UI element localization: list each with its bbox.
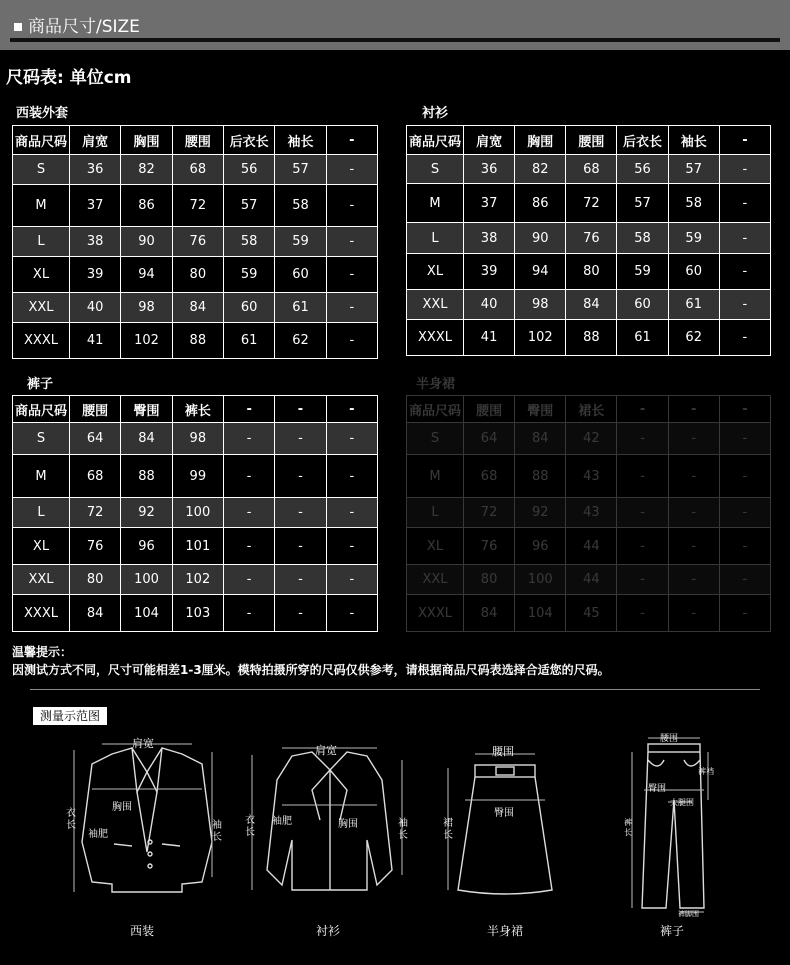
shirt-label-sleeve-width: 袖肥	[272, 816, 292, 827]
skirt-diagram	[440, 740, 565, 900]
pants-label-hem: 裤脚围	[678, 910, 699, 918]
table-cell: XXL	[407, 565, 464, 595]
table-row	[13, 293, 378, 323]
table-cell: 88	[566, 320, 617, 356]
table-cell: -	[326, 293, 377, 323]
table-cell: 80	[172, 257, 223, 293]
size-table-suit	[12, 125, 378, 359]
table-cell: -	[668, 565, 719, 595]
table-cell: -	[719, 155, 770, 184]
table-cell: 43	[566, 498, 617, 528]
table-title-shirt: 衬衫	[422, 106, 449, 121]
table-cell: -	[223, 455, 274, 498]
table-cell: -	[223, 528, 274, 565]
table-cell: 42	[566, 423, 617, 455]
table-cell: XXL	[13, 293, 70, 323]
table-cell: 60	[223, 293, 274, 323]
table-cell: 36	[70, 155, 121, 185]
header-bar	[0, 0, 790, 50]
table-cell: M	[407, 455, 464, 498]
table-cell: 76	[464, 528, 515, 565]
table-cell: 44	[566, 528, 617, 565]
pants-diagram	[620, 730, 730, 915]
table-cell: 90	[515, 223, 566, 254]
table-header-cell: 商品尺码	[13, 396, 70, 423]
table-cell: 102	[515, 320, 566, 356]
table-header-cell: 腰围	[172, 126, 223, 155]
table-cell: XL	[407, 528, 464, 565]
table-cell: S	[407, 423, 464, 455]
divider	[30, 689, 760, 690]
table-cell: -	[326, 565, 377, 595]
table-cell: XXXL	[13, 595, 70, 632]
pants-label-waist: 腰围	[660, 734, 679, 744]
suit-label-shoulder: 肩宽	[132, 737, 154, 750]
table-cell: 94	[515, 254, 566, 290]
table-cell: -	[326, 227, 377, 257]
table-cell: 72	[70, 498, 121, 528]
shirt-label-sleeve: 袖长	[398, 818, 408, 841]
table-row	[407, 320, 771, 356]
table-cell: -	[223, 565, 274, 595]
table-cell: 76	[70, 528, 121, 565]
table-header-cell: 胸围	[515, 126, 566, 155]
table-row	[13, 423, 378, 455]
table-title-suit: 西装外套	[16, 106, 69, 121]
table-cell: XXL	[407, 290, 464, 320]
table-cell: 102	[121, 323, 172, 359]
table-cell: 100	[515, 565, 566, 595]
table-cell: 98	[515, 290, 566, 320]
table-cell: S	[13, 155, 70, 185]
table-row	[13, 323, 378, 359]
table-cell: 98	[121, 293, 172, 323]
table-cell: -	[617, 528, 668, 565]
table-row	[13, 257, 378, 293]
table-cell: 60	[275, 257, 326, 293]
suit-label-sleeve-width: 袖肥	[88, 829, 108, 840]
table-cell: 100	[121, 565, 172, 595]
table-cell: -	[275, 423, 326, 455]
tips-title: 温馨提示：	[12, 645, 73, 659]
table-cell: -	[275, 498, 326, 528]
pants-label-thigh: 大腿围	[670, 798, 694, 807]
table-cell: -	[719, 565, 770, 595]
table-cell: 36	[464, 155, 515, 184]
table-cell: 59	[223, 257, 274, 293]
table-header-cell: -	[617, 396, 668, 423]
table-cell: XXL	[13, 565, 70, 595]
shirt-diagram	[242, 740, 417, 902]
table-header-cell: -	[275, 396, 326, 423]
table-header-cell: 腰围	[70, 396, 121, 423]
table-cell: 80	[464, 565, 515, 595]
table-cell: -	[275, 595, 326, 632]
table-cell: 59	[275, 227, 326, 257]
table-cell: -	[617, 498, 668, 528]
table-header-cell: 臀围	[515, 396, 566, 423]
table-cell: XXXL	[407, 320, 464, 356]
table-cell: -	[326, 498, 377, 528]
table-cell: 61	[617, 320, 668, 356]
table-header-cell: 后衣长	[223, 126, 274, 155]
table-row	[13, 155, 378, 185]
table-cell: XL	[13, 257, 70, 293]
size-table-pants	[12, 395, 378, 632]
table-cell: XL	[13, 528, 70, 565]
table-cell: 72	[464, 498, 515, 528]
table-cell: 39	[70, 257, 121, 293]
table-cell: 84	[121, 423, 172, 455]
table-header-cell: 商品尺码	[407, 126, 464, 155]
table-cell: 58	[223, 227, 274, 257]
table-header-cell: -	[326, 396, 377, 423]
skirt-label-length: 裙长	[443, 818, 453, 841]
table-cell: 104	[121, 595, 172, 632]
table-cell: S	[13, 423, 70, 455]
table-row	[13, 455, 378, 498]
table-cell: 86	[515, 184, 566, 223]
table-cell: 45	[566, 595, 617, 632]
shirt-label-chest: 胸围	[338, 819, 358, 830]
table-cell: 84	[70, 595, 121, 632]
table-cell: 58	[617, 223, 668, 254]
table-cell: 37	[70, 185, 121, 227]
table-header-cell: 臀围	[121, 396, 172, 423]
table-cell: -	[617, 455, 668, 498]
table-cell: 103	[172, 595, 223, 632]
table-cell: 60	[617, 290, 668, 320]
table-row	[13, 227, 378, 257]
table-cell: 98	[172, 423, 223, 455]
table-header-cell: -	[668, 396, 719, 423]
table-header-cell: 肩宽	[464, 126, 515, 155]
suit-label-length: 衣长	[66, 808, 76, 831]
table-cell: 104	[515, 595, 566, 632]
table-title-skirt: 半身裙	[416, 377, 456, 392]
table-cell: 72	[566, 184, 617, 223]
table-cell: 40	[70, 293, 121, 323]
table-cell: -	[719, 528, 770, 565]
table-header-cell: -	[326, 126, 377, 155]
table-cell: 58	[275, 185, 326, 227]
table-header-cell: 裙长	[566, 396, 617, 423]
table-row	[13, 565, 378, 595]
table-cell: 90	[121, 227, 172, 257]
table-header-cell: -	[719, 396, 770, 423]
table-cell: 64	[464, 423, 515, 455]
table-header-cell: 腰围	[464, 396, 515, 423]
table-cell: -	[719, 223, 770, 254]
table-cell: 84	[515, 423, 566, 455]
table-cell: L	[13, 498, 70, 528]
table-row	[407, 155, 771, 184]
table-cell: -	[617, 565, 668, 595]
table-cell: -	[326, 323, 377, 359]
table-cell: -	[223, 595, 274, 632]
table-cell: 58	[668, 184, 719, 223]
table-cell: 57	[275, 155, 326, 185]
table-cell: 68	[566, 155, 617, 184]
table-cell: -	[719, 423, 770, 455]
table-cell: XXXL	[407, 595, 464, 632]
table-header-row	[407, 396, 771, 423]
table-cell: 40	[464, 290, 515, 320]
skirt-label-hip: 臀围	[494, 808, 514, 819]
table-row	[407, 423, 771, 455]
table-row	[407, 595, 771, 632]
table-cell: -	[326, 423, 377, 455]
table-cell: XL	[407, 254, 464, 290]
table-cell: 101	[172, 528, 223, 565]
shirt-caption: 衬衫	[316, 924, 341, 938]
table-cell: 68	[464, 455, 515, 498]
skirt-label-waist: 腰围	[492, 745, 514, 758]
table-cell: 82	[515, 155, 566, 184]
table-cell: 41	[464, 320, 515, 356]
table-cell: 56	[223, 155, 274, 185]
table-cell: 99	[172, 455, 223, 498]
suit-caption: 西装	[130, 924, 155, 938]
table-cell: -	[719, 254, 770, 290]
tips	[12, 643, 610, 679]
table-cell: -	[719, 498, 770, 528]
table-cell: 72	[172, 185, 223, 227]
table-cell: 61	[275, 293, 326, 323]
square-icon	[14, 23, 22, 31]
page-title: 尺码表: 单位cm	[6, 68, 132, 88]
table-header-cell: 肩宽	[70, 126, 121, 155]
header-title-text: 商品尺寸/SIZE	[28, 17, 140, 37]
table-cell: 100	[172, 498, 223, 528]
table-cell: -	[668, 423, 719, 455]
table-row	[13, 595, 378, 632]
table-cell: 84	[172, 293, 223, 323]
table-cell: 96	[515, 528, 566, 565]
table-cell: -	[275, 565, 326, 595]
table-row	[13, 528, 378, 565]
table-row	[407, 528, 771, 565]
table-cell: XXXL	[13, 323, 70, 359]
table-cell: 44	[566, 565, 617, 595]
skirt-caption: 半身裙	[487, 924, 524, 938]
table-cell: M	[13, 185, 70, 227]
table-cell: 82	[121, 155, 172, 185]
table-cell: -	[719, 320, 770, 356]
table-row	[407, 184, 771, 223]
table-cell: 61	[223, 323, 274, 359]
table-cell: -	[617, 595, 668, 632]
table-cell: -	[617, 423, 668, 455]
table-cell: -	[326, 257, 377, 293]
table-header-cell: 袖长	[275, 126, 326, 155]
table-header-cell: -	[223, 396, 274, 423]
table-cell: 57	[223, 185, 274, 227]
table-header-row	[13, 396, 378, 423]
table-cell: -	[719, 595, 770, 632]
suit-label-sleeve: 袖长	[212, 820, 222, 843]
table-row	[13, 498, 378, 528]
table-header-row	[13, 126, 378, 155]
measure-title: 测量示范图	[33, 707, 107, 725]
table-cell: L	[407, 223, 464, 254]
table-cell: 84	[464, 595, 515, 632]
table-header-cell: 胸围	[121, 126, 172, 155]
table-cell: -	[668, 528, 719, 565]
table-cell: 84	[566, 290, 617, 320]
table-cell: 37	[464, 184, 515, 223]
table-row	[13, 185, 378, 227]
table-cell: 68	[172, 155, 223, 185]
table-header-cell: 袖长	[668, 126, 719, 155]
table-cell: -	[223, 498, 274, 528]
pants-label-rise: 裤裆	[698, 767, 714, 776]
table-row	[407, 565, 771, 595]
table-cell: 68	[70, 455, 121, 498]
table-cell: 57	[668, 155, 719, 184]
table-cell: -	[668, 595, 719, 632]
table-header-cell: 腰围	[566, 126, 617, 155]
table-cell: -	[668, 498, 719, 528]
table-cell: -	[719, 455, 770, 498]
table-cell: 43	[566, 455, 617, 498]
table-cell: M	[407, 184, 464, 223]
table-cell: 60	[668, 254, 719, 290]
table-title-pants: 裤子	[27, 377, 54, 392]
pants-caption: 裤子	[660, 924, 685, 938]
header-divider	[10, 38, 780, 42]
table-cell: -	[719, 290, 770, 320]
table-cell: 80	[70, 565, 121, 595]
table-cell: 56	[617, 155, 668, 184]
size-table-shirt	[406, 125, 771, 356]
table-cell: 88	[121, 455, 172, 498]
table-row	[407, 455, 771, 498]
table-header-cell: -	[719, 126, 770, 155]
table-row	[407, 223, 771, 254]
table-cell: 61	[668, 290, 719, 320]
table-cell: 41	[70, 323, 121, 359]
header-title	[14, 12, 140, 37]
tips-text: 因测试方式不同，尺寸可能相差1-3厘米。模特拍摄所穿的尺码仅供参考，请根据商品尺码表选择合适您的尺码。	[12, 663, 610, 677]
table-header-cell: 后衣长	[617, 126, 668, 155]
table-cell: 59	[668, 223, 719, 254]
table-cell: 102	[172, 565, 223, 595]
table-cell: -	[275, 455, 326, 498]
table-cell: M	[13, 455, 70, 498]
table-cell: -	[326, 155, 377, 185]
table-cell: 94	[121, 257, 172, 293]
table-header-cell: 商品尺码	[407, 396, 464, 423]
table-cell: 57	[617, 184, 668, 223]
table-cell: 76	[566, 223, 617, 254]
table-cell: -	[719, 184, 770, 223]
table-cell: -	[326, 528, 377, 565]
table-row	[407, 254, 771, 290]
table-row	[407, 498, 771, 528]
suit-diagram	[62, 732, 232, 902]
table-cell: 39	[464, 254, 515, 290]
table-cell: -	[326, 595, 377, 632]
table-cell: 86	[121, 185, 172, 227]
table-header-row	[407, 126, 771, 155]
table-cell: 76	[172, 227, 223, 257]
table-cell: 80	[566, 254, 617, 290]
table-cell: -	[326, 455, 377, 498]
table-cell: -	[668, 455, 719, 498]
table-cell: 64	[70, 423, 121, 455]
table-cell: 88	[172, 323, 223, 359]
table-cell: 59	[617, 254, 668, 290]
table-cell: 38	[464, 223, 515, 254]
size-table-skirt	[406, 395, 771, 632]
pants-label-hip: 臀围	[648, 784, 667, 794]
table-cell: 92	[515, 498, 566, 528]
table-header-cell: 商品尺码	[13, 126, 70, 155]
table-header-cell: 裤长	[172, 396, 223, 423]
table-cell: 62	[668, 320, 719, 356]
table-row	[407, 290, 771, 320]
table-cell: S	[407, 155, 464, 184]
table-cell: L	[13, 227, 70, 257]
table-cell: 88	[515, 455, 566, 498]
table-cell: 96	[121, 528, 172, 565]
table-cell: 38	[70, 227, 121, 257]
table-cell: -	[275, 528, 326, 565]
table-cell: 62	[275, 323, 326, 359]
shirt-label-length: 衣长	[245, 815, 255, 838]
suit-label-chest: 胸围	[112, 802, 132, 813]
table-cell: L	[407, 498, 464, 528]
table-cell: 92	[121, 498, 172, 528]
pants-label-length: 裤长	[624, 818, 632, 837]
shirt-label-shoulder: 肩宽	[315, 744, 337, 757]
table-cell: -	[223, 423, 274, 455]
table-cell: -	[326, 185, 377, 227]
